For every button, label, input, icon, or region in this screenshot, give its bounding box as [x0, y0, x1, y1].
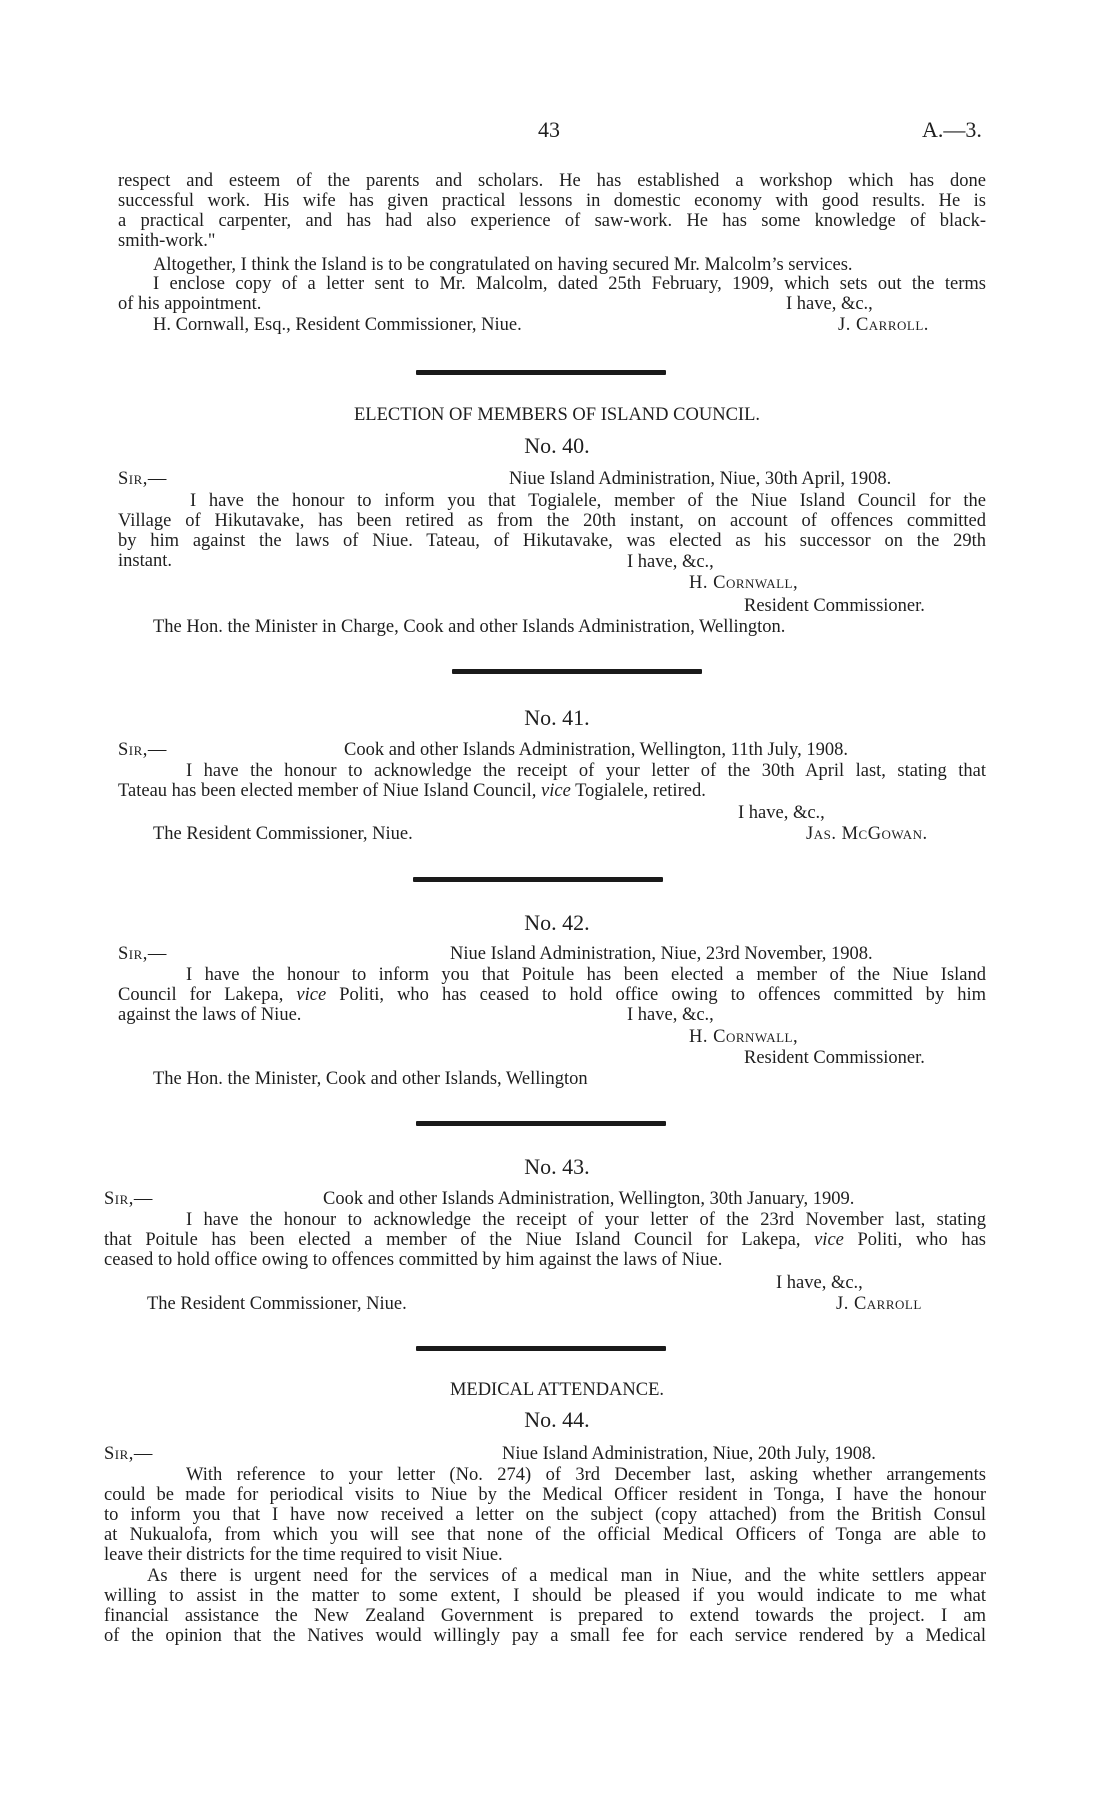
letter-41-dateline: Cook and other Islands Administration, Wellington, 11th July, 1908. [344, 740, 848, 760]
letter-40-closing: I have, &c., [627, 552, 714, 572]
letter-44-para-2-line-2: willing to assist in the matter to some extent, I should be pleased if you would indicate to me what [104, 1586, 986, 1606]
section-divider [416, 1346, 666, 1351]
intro-addressee: H. Cornwall, Esq., Resident Commissioner, Niue. [153, 315, 522, 335]
letter-42-line-2 [118, 985, 986, 1006]
letter-41-addressee: The Resident Commissioner, Niue. [153, 824, 413, 844]
letter-41-line-1: I have the honour to acknowledge the receipt of your letter of the 30th April last, stating that [186, 761, 986, 781]
letter-42-line-3: against the laws of Niue. [118, 1005, 302, 1025]
letter-42-line-1: I have the honour to inform you that Poitule has been elected a member of the Niue Island [186, 965, 986, 985]
letter-41-line-2-rest: Togialele, retired. [570, 781, 706, 801]
letter-43-line-2-text: that Poitule has been elected a member of the Niue Island Council for Lakepa, [104, 1230, 815, 1250]
letter-43-addressee: The Resident Commissioner, Niue. [147, 1294, 407, 1314]
letter-43-line-1: I have the honour to acknowledge the receipt of your letter of the 23rd November last, stating [186, 1210, 986, 1230]
letter-42-signature: H. Cornwall, [689, 1027, 799, 1047]
letter-43-number: No. 43. [524, 1154, 590, 1179]
page-number: 43 [538, 117, 560, 142]
intro-line-4: smith-work." [118, 231, 216, 251]
document-reference: A.—3. [922, 117, 982, 142]
intro-line-1: respect and esteem of the parents and scholars. He has established a workshop which has done [118, 171, 986, 191]
letter-41-vice: vice [541, 781, 571, 801]
letter-43-dateline: Cook and other Islands Administration, Wellington, 30th January, 1909. [323, 1189, 855, 1209]
letter-42-dateline: Niue Island Administration, Niue, 23rd November, 1908. [450, 944, 873, 964]
letter-44-number: No. 44. [524, 1407, 590, 1432]
letter-44-para-1-line-3: to inform you that I have now received a letter on the subject (copy attached) from the British Consul [104, 1505, 986, 1525]
letter-44-para-2-line-4: of the opinion that the Natives would willingly pay a small fee for each service rendered by a Medical [104, 1626, 986, 1646]
letter-40-number: No. 40. [524, 433, 590, 458]
letter-divider [452, 669, 702, 674]
letter-42-addressee: The Hon. the Minister, Cook and other Islands, Wellington [153, 1069, 588, 1089]
intro-signature: J. Carroll. [838, 315, 929, 335]
letter-44-para-1-line-1: With reference to your letter (No. 274) of 3rd December last, asking whether arrangements [186, 1465, 986, 1485]
section-heading-medical: MEDICAL ATTENDANCE. [449, 1380, 665, 1400]
letter-44-para-2-line-1: As there is urgent need for the services of a medical man in Niue, and the white settlers appear [147, 1566, 986, 1586]
letter-44-para-1-line-5: leave their districts for the time required to visit Niue. [104, 1545, 503, 1565]
letter-42-closing: I have, &c., [627, 1005, 714, 1025]
letter-40-signature-title: Resident Commissioner. [744, 596, 925, 616]
intro-paragraph-3-line-1: I enclose copy of a letter sent to Mr. Malcolm, dated 25th February, 1909, which sets out the terms [153, 274, 986, 294]
letter-43-line-2-rest: Politi, who has [843, 1230, 986, 1250]
letter-40-line-4: instant. [118, 551, 172, 571]
letter-42-number: No. 42. [524, 910, 590, 935]
letter-42-vice: vice [296, 985, 327, 1005]
letter-40-signature: H. Cornwall, [689, 573, 799, 593]
letter-40-line-3: by him against the laws of Niue. Tateau, of Hikutavake, was elected as his successor on the 29th [118, 531, 986, 551]
intro-line-2: successful work. His wife has given practical lessons in domestic economy with good results. He is [118, 191, 986, 211]
intro-paragraph-2: Altogether, I think the Island is to be congratulated on having secured Mr. Malcolm’s services. [153, 255, 853, 275]
intro-closing: I have, &c., [786, 294, 873, 314]
letter-divider [416, 1121, 666, 1126]
letter-42-line-2-rest: Politi, who has ceased to hold office owing to offences committed by him [326, 985, 986, 1005]
letter-40-salutation: Sir,— [118, 469, 167, 489]
letter-42-salutation: Sir,— [118, 944, 167, 964]
letter-divider [413, 877, 663, 882]
letter-43-line-3: ceased to hold office owing to offences committed by him against the laws of Niue. [104, 1250, 723, 1270]
letter-44-para-2-line-3: financial assistance the New Zealand Government is prepared to extend towards the project. I am [104, 1606, 986, 1626]
letter-44-para-1-line-2: could be made for periodical visits to Niue by the Medical Officer resident in Tonga, I have the honour [104, 1485, 986, 1505]
letter-44-para-1-line-4: at Nukualofa, from which you will see that none of the official Medical Officers of Tonga are able to [104, 1525, 986, 1545]
intro-line-3: a practical carpenter, and has had also experience of saw-work. He has some knowledge of black- [118, 211, 986, 231]
letter-40-addressee: The Hon. the Minister in Charge, Cook and other Islands Administration, Wellington. [153, 617, 786, 637]
letter-43-signature: J. Carroll [836, 1294, 922, 1314]
letter-42-signature-title: Resident Commissioner. [744, 1048, 925, 1068]
letter-40-line-2: Village of Hikutavake, has been retired as from the 20th instant, on account of offences committed [118, 511, 986, 531]
letter-44-dateline: Niue Island Administration, Niue, 20th July, 1908. [502, 1444, 876, 1464]
letter-41-signature: Jas. McGowan. [806, 824, 928, 844]
letter-41-closing: I have, &c., [738, 803, 825, 823]
intro-paragraph-3-line-2: of his appointment. [118, 294, 262, 314]
letter-44-salutation: Sir,— [104, 1444, 153, 1464]
letter-40-line-1: I have the honour to inform you that Togialele, member of the Niue Island Council for the [190, 491, 986, 511]
letter-43-salutation: Sir,— [104, 1189, 153, 1209]
letter-40-dateline: Niue Island Administration, Niue, 30th April, 1908. [509, 469, 892, 489]
section-divider [416, 370, 666, 375]
letter-43-line-2 [104, 1230, 986, 1251]
letter-43-closing: I have, &c., [776, 1273, 863, 1293]
letter-41-line-2-text: Tateau has been elected member of Niue Island Council, [118, 781, 542, 801]
letter-41-number: No. 41. [524, 705, 590, 730]
letter-42-line-2-text: Council for Lakepa, [118, 985, 297, 1005]
letter-43-vice: vice [814, 1230, 844, 1250]
section-heading-election: ELECTION OF MEMBERS OF ISLAND COUNCIL. [354, 405, 760, 425]
letter-41-line-2 [118, 781, 706, 802]
letter-41-salutation: Sir,— [118, 740, 167, 760]
